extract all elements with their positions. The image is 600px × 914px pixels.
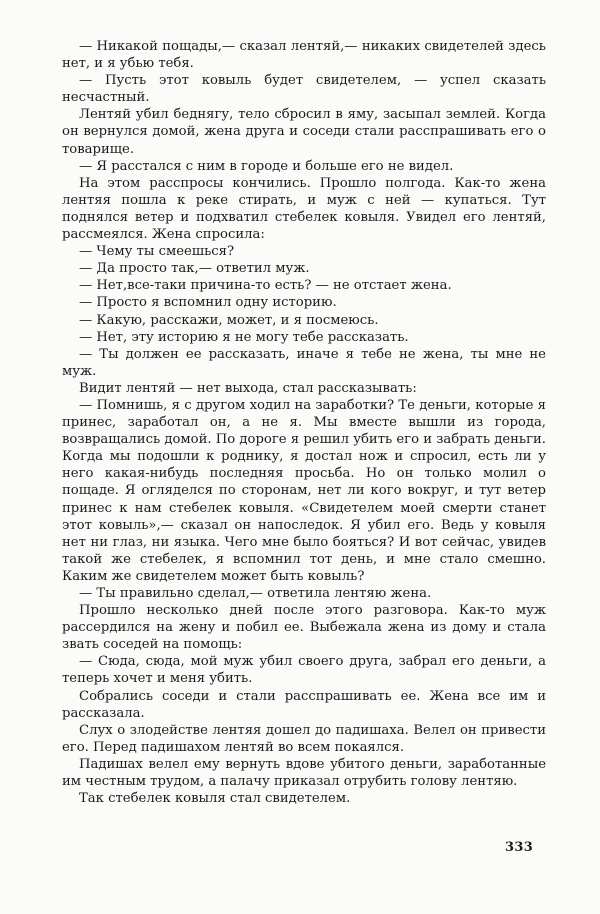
- paragraph: Видит лентяй — нет выхода, стал рассказывать:: [79, 380, 417, 396]
- paragraph: Слух о злодействе лентяя дошел до падишаха. Велел он привести его. Перед падишахом лентяй во всем покаялся.: [62, 722, 546, 755]
- paragraph: — Никакой пощады,— сказал лентяй,— никаких свидетелей здесь нет, и я убью тебя.: [62, 39, 546, 72]
- paragraph: — Ты правильно сделал,— ответила лентяю жена.: [79, 586, 432, 601]
- paragraph: — Нет,все-таки причина-то есть? — не отстает жена.: [79, 278, 452, 294]
- page-number: 333: [505, 840, 534, 855]
- paragraph: Прошло несколько дней после этого разговора. Как-то муж рассердился на жену и побил ее. Выбежала жена из дому и стала звать соседей на помощь:: [62, 603, 546, 653]
- paragraph: — Нет, эту историю я не могу тебе рассказать.: [79, 329, 409, 345]
- paragraph: — Ты должен ее рассказать, иначе я тебе не жена, ты мне не муж.: [62, 346, 546, 379]
- paragraph: — Сюда, сюда, мой муж убил своего друга, забрал его деньги, а теперь хочет и меня убить.: [62, 654, 546, 687]
- paragraph: — Пусть этот ковыль будет свидетелем, — успел сказать несчастный.: [62, 73, 546, 106]
- paragraph: Лентяй убил беднягу, тело сбросил в яму, засыпал землей. Когда он вернулся домой, жена друга и соседи стали расспрашивать его о товарище.: [62, 107, 546, 157]
- paragraph: — Помнишь, я с другом ходил на заработки? Те деньги, которые я принес, заработал он, а не я. Мы вместе вышли из города, возвращались домой. По дороге я решил убить его и забрать деньги. Когда мы подошли к роднику, я достал нож и спросил, есть ли у него какая-нибудь последняя просьба. Но он только молил о пощаде. Я огляделся по сторонам, нет ли кого вокруг, и тут ветер принес к нам стебелек ковыля. «Свидетелем моей смерти станет этот ковыль»,— сказал он напоследок. Я убил его. Ведь у ковыля нет ни глаз, ни языка. Чего мне было бояться? И вот сейчас, увидев такой же стебелек, я вспомнил тот день, и мне стало смешно. Каким же свидетелем может быть ковыль?: [62, 397, 546, 584]
- paragraph: — Я расстался с ним в городе и больше его не видел.: [79, 158, 454, 174]
- paragraph: Так стебелек ковыля стал свидетелем.: [79, 791, 351, 807]
- paragraph: Собрались соседи и стали расспрашивать ее. Жена все им и рассказала.: [62, 688, 546, 721]
- page-body: [62, 38, 546, 807]
- paragraph: Падишах велел ему вернуть вдове убитого деньги, заработанные им честным трудом, а палачу приказал отрубить голову лентяю.: [62, 756, 546, 790]
- paragraph: — Просто я вспомнил одну историю.: [79, 295, 337, 311]
- paragraph: — Какую, расскажи, может, и я посмеюсь.: [79, 312, 379, 328]
- paragraph: — Да просто так,— ответил муж.: [79, 261, 310, 277]
- paragraph: — Чему ты смеешься?: [79, 244, 235, 260]
- paragraph: На этом расспросы кончились. Прошло полгода. Как-то жена лентяя пошла к реке стирать, и муж с ней — купаться. Тут поднялся ветер и подхватил стебелек ковыля. Увидел его лентяй, рассмеялся. Жена спросила:: [62, 175, 546, 243]
